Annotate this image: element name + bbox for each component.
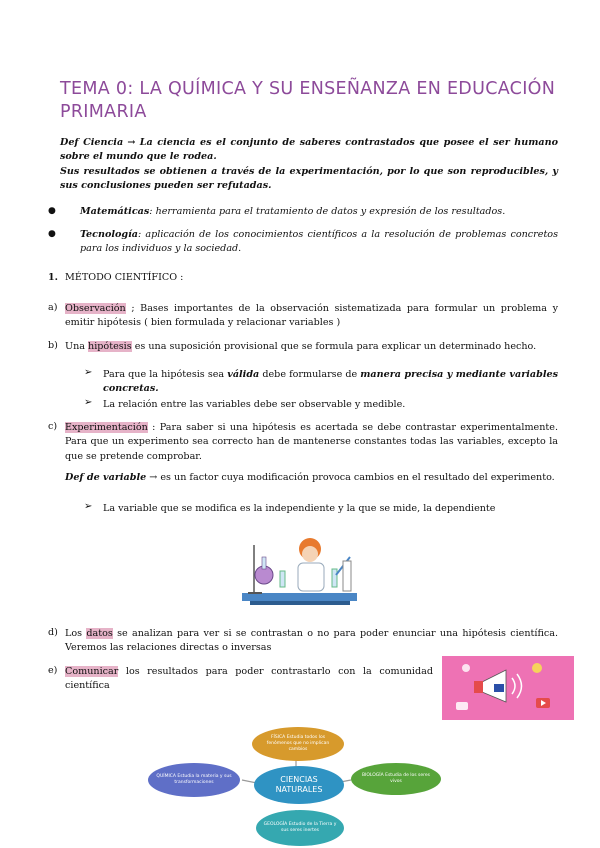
sub-bold: válida [227,369,260,380]
megaphone-illustration [442,656,574,720]
bullet-text: : aplicación de los conocimientos científicos a la resolución de problemas concretos para los individuos y la sociedad. [80,229,558,255]
item-text: : Para saber si una hipótesis es acertada se debe contrastar experimentalmente. Para que un experimento sea correcto han de mantenerse constantes todas las variables, excepto la que se pretende comprobar. [65,422,558,462]
bullet-label: Matemáticas [80,206,150,217]
mindmap-node-quimica: QUÍMICA Estudia la materia y sus transformaciones [148,763,240,797]
arrow-symbol: → [127,137,136,148]
resultados-text: Sus resultados se obtienen a través de la experimentación, por lo que son reproducibles, y sus conclusiones pueden ser refutadas. [60,165,558,191]
sub-mid: debe formularse de [259,369,361,380]
definition-ciencia [60,136,558,193]
item-observacion [65,302,558,331]
bullet-matematicas [80,205,558,219]
bullet-text: : herramienta para el tratamiento de datos y expresión de los resultados. [149,206,506,217]
arrowhead-bullet: ➢ [84,397,93,408]
page-title: TEMA 0: LA QUÍMICA Y SU ENSEÑANZA EN EDUCACIÓN PRIMARIA [60,79,556,122]
item-pre: Los [65,628,87,639]
sub-relacion: La relación entre las variables debe ser observable y medible. [103,399,406,410]
section-number: 1. [48,272,59,283]
arrowhead-bullet: ➢ [84,501,93,512]
item-text: es una suposición provisional que se formula para explicar un determinado hecho. [131,341,537,352]
item-marker-e: e) [48,665,58,676]
item-experimentacion [65,421,558,464]
sub-bold: manera precisa y mediante variables concretas. [103,369,558,395]
sub-valida [103,368,558,397]
arrowhead-bullet: ➢ [84,367,93,378]
def-variable-label: Def de variable [65,472,147,483]
highlight-observacion: Observación [65,303,126,314]
mindmap-node-biologia: BIOLOGÍA Estudia de los seres vivos [351,763,441,795]
sub-variable: La variable que se modifica es la independiente y la que se mide, la dependiente [103,503,496,514]
bullet-dot: ● [48,206,56,216]
def-ciencia-label: Def Ciencia [60,137,124,148]
scientist-illustration [240,535,360,610]
highlight-hipotesis: hipótesis [88,341,132,352]
item-comunicar [65,665,433,694]
item-marker-d: d) [48,627,58,638]
item-pre: Una [65,341,89,352]
bullet-dot: ● [48,229,56,239]
mindmap-node-geologia: GEOLOGÍA Estudio de la Tierra y sus seres inertes [256,810,344,846]
highlight-comunicar: Comunicar [65,666,119,677]
def-variable-text: es un factor cuya modificación provoca cambios en el resultado del experimento. [160,472,555,483]
item-marker-a: a) [48,302,58,313]
bullet-label: Tecnología [80,229,138,240]
mindmap-node-center: CIENCIAS NATURALES [254,766,344,804]
mindmap-node-fisica: FÍSICA Estudia todos los fenómenos que no implican cambios [252,727,344,761]
item-datos [65,627,558,656]
item-text: se analizan para ver si se contrastan o no para poder enunciar una hipótesis científica. Veremos las relaciones directas o inversas [65,628,559,654]
def-variable [65,471,558,485]
section-heading: MÉTODO CIENTÍFICO : [65,272,184,283]
item-marker-b: b) [48,340,58,351]
highlight-experimentacion: Experimentación [65,422,148,433]
arrow-symbol: → [146,472,161,483]
bullet-tecnologia [80,228,558,257]
item-hipotesis [65,340,558,354]
highlight-datos: datos [86,628,113,639]
item-text: ; Bases importantes de la observación sistematizada para formular un problema y emitir hipótesis ( bien formulada y relacionar variables ) [65,303,558,329]
sub-pre: Para que la hipótesis sea [103,369,228,380]
def-ciencia-text: La ciencia es el conjunto de saberes contrastados que posee el ser humano sobre el mundo que le rodea. [60,137,558,163]
item-marker-c: c) [48,421,58,432]
item-text: los resultados para poder contrastarlo con la comunidad científica [65,666,433,692]
